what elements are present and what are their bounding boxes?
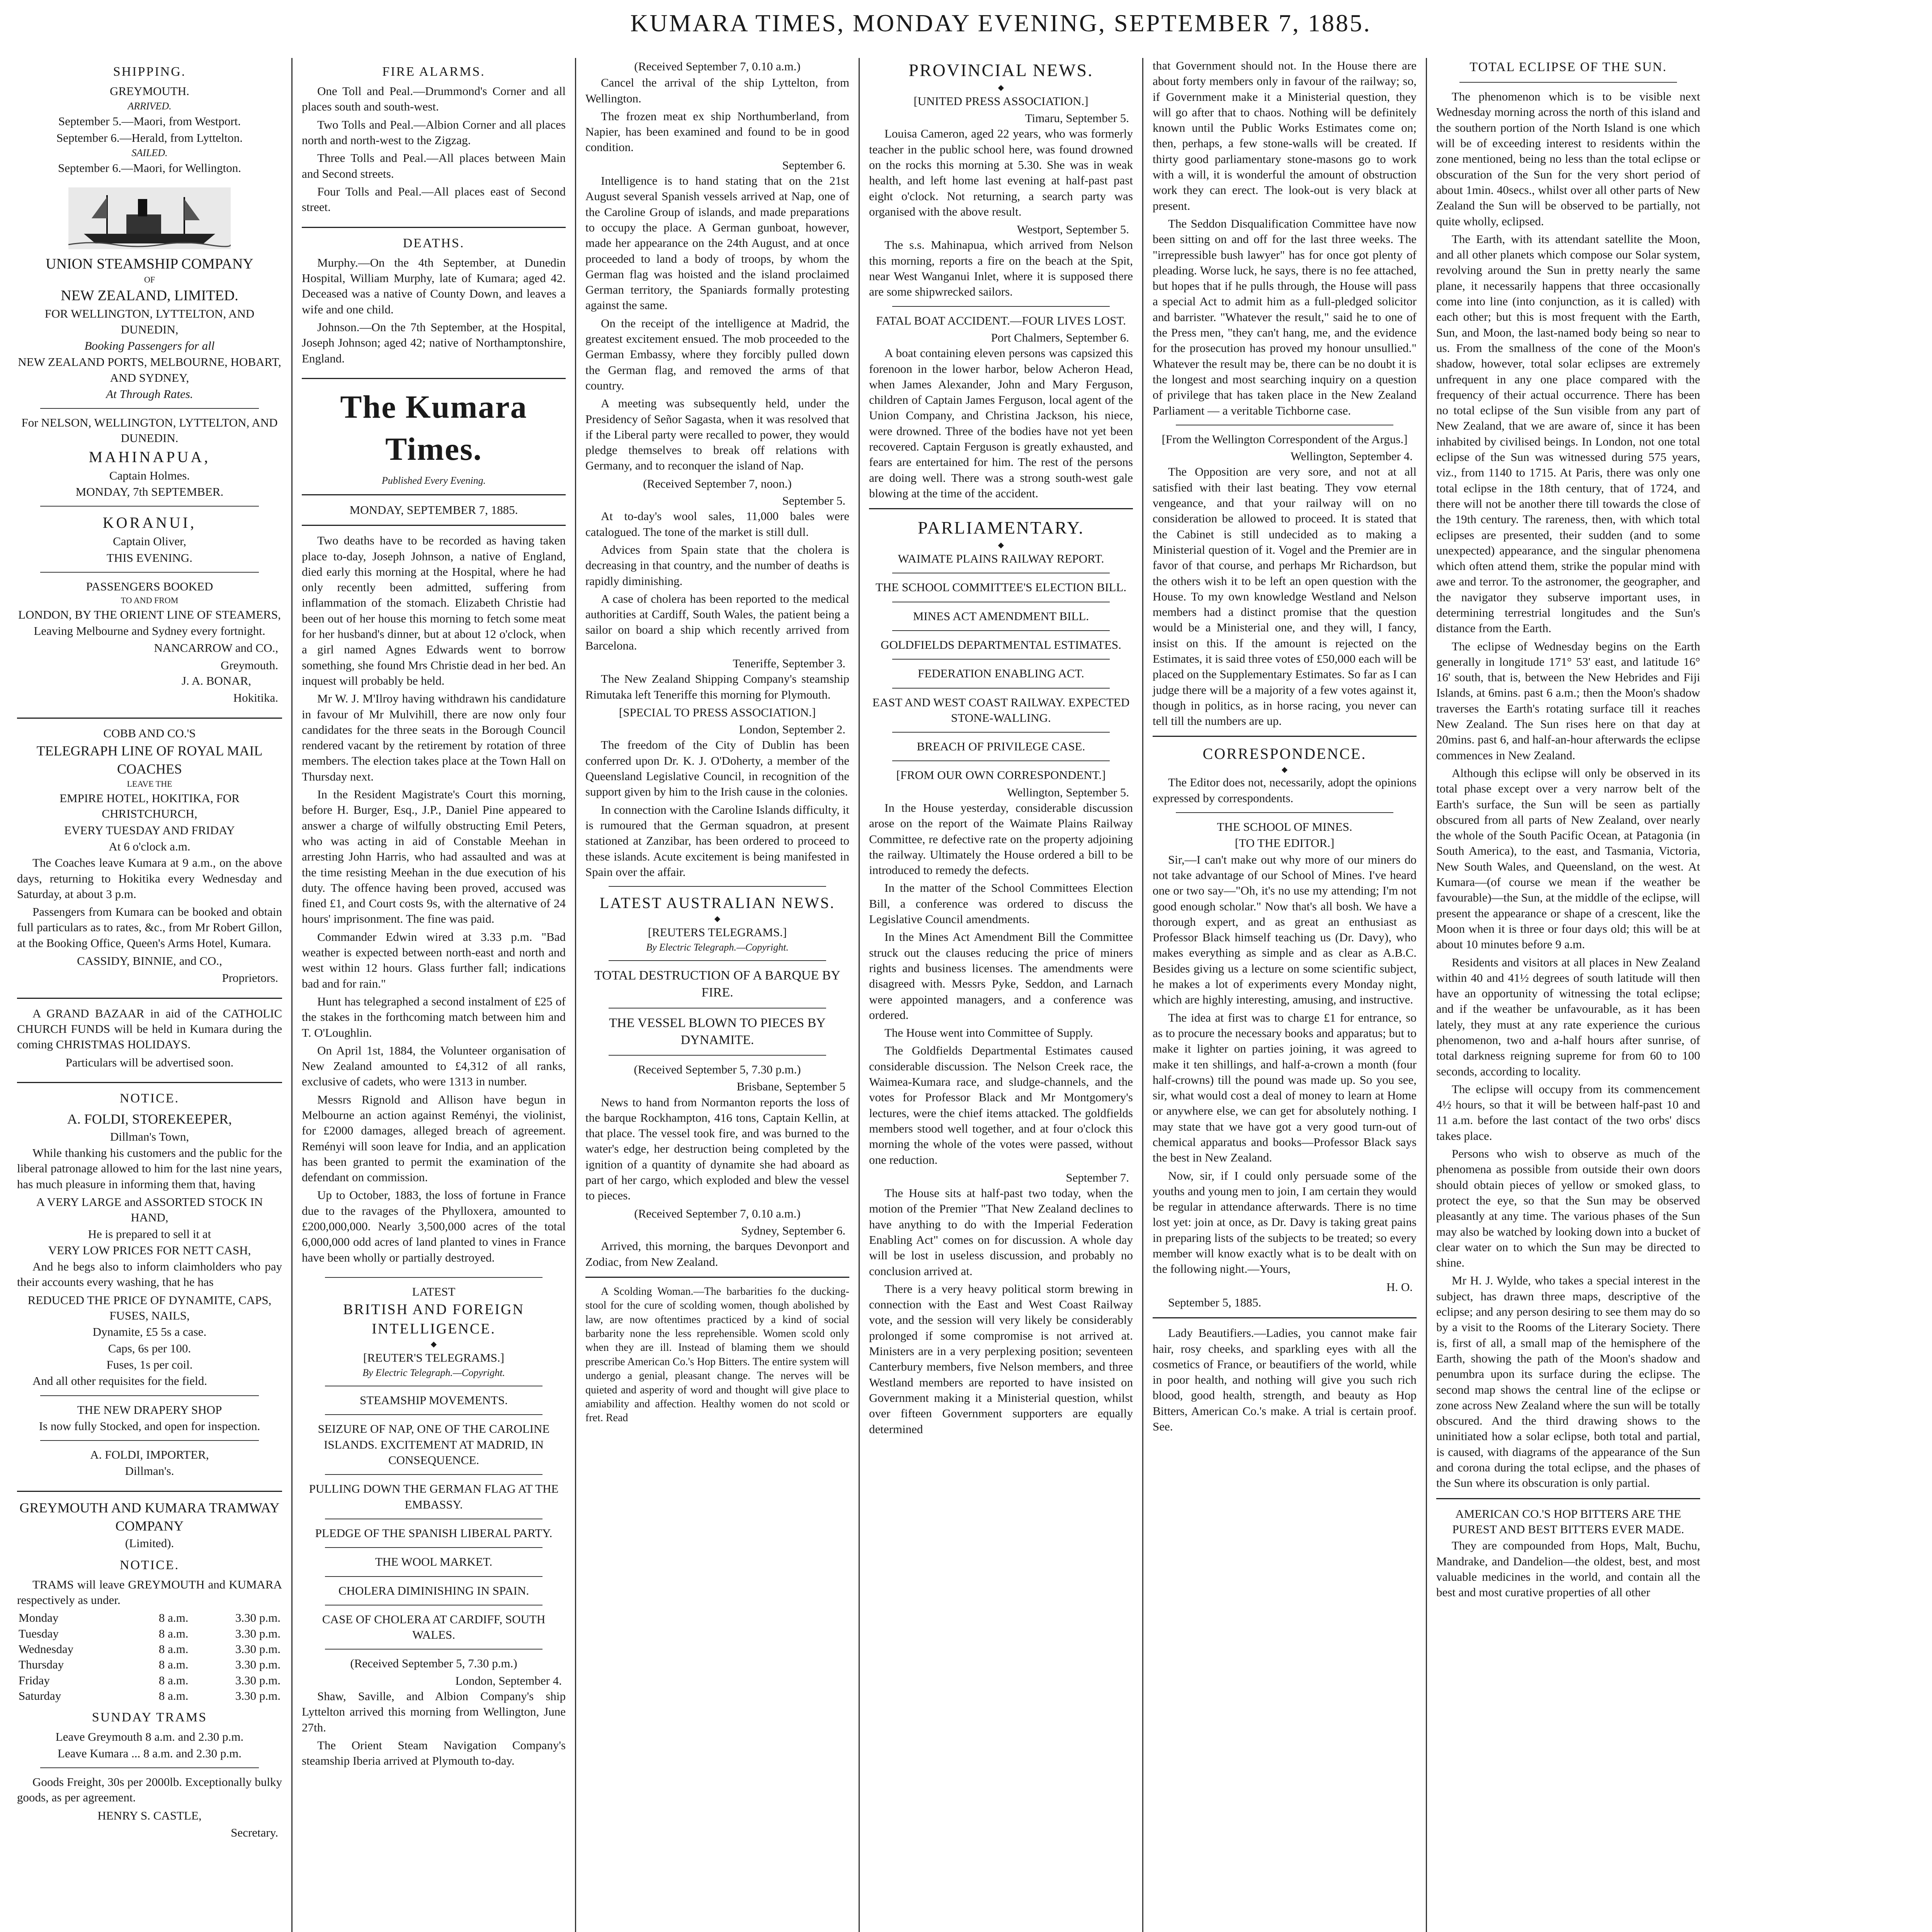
headline: STEAMSHIP MOVEMENTS. [360,1393,508,1407]
ad-line: UNION STEAMSHIP COMPANY [46,255,253,272]
shipping-title: SHIPPING. [113,65,186,79]
ad-text: And he begs also to inform claimholders who pay their accounts every washing, that he has [17,1260,282,1289]
ad-line: AMERICAN CO.'S HOP BITTERS ARE THE PUREST AND BEST BITTERS EVER MADE. [1452,1507,1684,1536]
notice-heading: NOTICE. [119,1091,180,1105]
paragraph: Mr H. J. Wylde, who takes a special interest in the subject, has drawn three maps, descriptive of the eclipse; and any person desiring to see them may do so by a visit to the Rooms of the Literary Society. There is, first of all, a small map of the hemisphere of the Earth, showing the path of the Moon's shadow and penumbra upon its surface during the eclipse. The second map shows the central line of the eclipse or zone across New Zealand where the sun will be totally obscured. And the third drawing shows to the uninitiated how a solar eclipse, both total and partial, is caused, with diagrams of the appearance of the Sun and corona during the total eclipse, and the phases of the Sun where its obscuration is only partial. [1436,1274,1700,1490]
ad-line: VERY LOW PRICES FOR NETT CASH, [48,1243,251,1257]
diamond-ornament: ◆ [998,83,1004,92]
ad-line: A. FOLDI, STOREKEEPER, [67,1111,232,1127]
dateline: Wellington, September 4. [1290,449,1413,463]
paragraph: Mr W. J. M'Ilroy having withdrawn his candidature in favour of Mr Mulvihill, there are now only four candidates for the three seats in the Borough Council rendered vacant by the retirement by rotation of three members. The election takes place at the Town Hall on Thursday next. [302,692,566,783]
section-heading: TOTAL ECLIPSE OF THE SUN. [1469,60,1667,74]
ad-signature: Dillman's. [125,1464,174,1478]
ad-line: Captain Oliver, [113,534,186,548]
paragraph: Murphy.—On the 4th September, at Dunedin Hospital, William Murphy, late of Kumara; aged 42. Deceased was a native of County Down, and leaves a wife and one child. [302,255,566,316]
source-line: [UNITED PRESS ASSOCIATION.] [913,94,1088,108]
ad-text: Goods Freight, 30s per 2000lb. Exceptionally bulky goods, as per agreement. [17,1775,282,1804]
section-heading: PROVINCIAL NEWS. [908,60,1094,80]
source-line: [SPECIAL TO PRESS ASSOCIATION.] [619,705,816,719]
paragraph: Messrs Rignold and Allison have begun in Melbourne an action against Reményi, the violinist, for £2000 damages, alleged breach of agreement. Reményi will soon leave for India, and an application has been granted to permit the examination of the defendant on commission. [302,1092,566,1184]
ad-line: MONDAY, 7th SEPTEMBER. [75,485,224,499]
timetable-cell: 8 a.m. [158,1658,189,1672]
ad-line: For NELSON, WELLINGTON, LYTTELTON, AND DUNEDIN. [21,416,278,445]
column-4 [859,58,1142,1932]
headline: FATAL BOAT ACCIDENT.—FOUR LIVES LOST. [876,313,1126,327]
received-line: (Received September 7, 0.10 a.m.) [634,60,801,73]
timetable-cell: 8 a.m. [158,1689,189,1702]
timetable-cell: Thursday [19,1658,64,1672]
headline: TOTAL DESTRUCTION OF A BARQUE BY FIRE. [594,968,840,1000]
paper-title: The Kumara Times. [340,389,527,468]
timetable-cell: 8 a.m. [158,1673,189,1687]
paragraph: Sir,—I can't make out why more of our miners do not take advantage of our School of Mines. I've heard one or two say—"Oh, it's no use my attending; I'm not good enough scholar." Now that's all bosh. We have a thorough expert, and as great an enthusiast as Professor Black himself teaching us (Dr. Davy), who makes everything as simple and as clear as A.B.C. Besides giving us a lecture on some scientific subject, he makes a lot of experiments every Monday night, which are highly interesting, amusing, and instructive. [1153,852,1417,1007]
headline: PLEDGE OF THE SPANISH LIBERAL PARTY. [315,1526,553,1540]
paragraph: News to hand from Normanton reports the loss of the barque Rockhampton, 416 tons, Captain Kellin, at that place. The vessel took fire, and was burned to the water's edge, her destruction being completed by the ignition of a quantity of dynamite she had aboard as part of her cargo, which exploded and blew the vessel to pieces. [585,1095,849,1202]
paragraph: Commander Edwin wired at 3.33 p.m. "Bad weather is expected between north-east and north and west within 12 hours. Glass further fall; indications bad and for rain." [302,930,566,990]
dateline: Timaru, September 5. [1025,111,1129,125]
issue-date: MONDAY, SEPTEMBER 7, 1885. [349,503,518,517]
timetable-cell: 8 a.m. [158,1626,189,1640]
ad-signature: CASSIDY, BINNIE, and CO., [77,954,222,968]
paragraph: The eclipse of Wednesday begins on the Earth generally in longitude 171° 53' east, and latitude 16° 16' south, that is, between the New Hebrides and Fiji Islands, at 6mins. past 6 a.m.; then the Moon's shadow traverses the Earth's rotating surface till it reaches New Zealand. The Sun rises here on that day at 20mins. past 6, and half-an-hour afterwards the eclipse commences in New Zealand. [1436,639,1700,762]
received-line: (Received September 5, 7.30 p.m.) [634,1062,801,1076]
paragraph: The Editor does not, necessarily, adopt the opinions expressed by correspondents. [1153,776,1417,805]
paragraph: Two deaths have to be recorded as having taken place to-day, Joseph Johnson, a native of England, died early this morning at the Hospital, where he had only recently been admitted, suffering from inflammation of the stomach. Elizabeth Christie had been out of her house this morning to fetch some meat for her husband's dinner, but at about 12 o'clock, when a girl named Agnes Edwards went to borrow something, she found Mrs Christie dead in her bed. An inquest will probably be held. [302,534,566,687]
timetable-row [17,1657,282,1672]
paragraph: There is a very heavy political storm brewing in connection with the East and West Coast Railway vote, and the session will very likely be considerably prolonged if some compromise is not arrived at. Ministers are in a very perplexing position; seventeen Canterbury members, five Nelson members, and three Westland members are reported to have insisted on Government making it a Ministerial question, whilst over fifteen Government supporters are equally determined [869,1282,1133,1436]
column-5 [1142,58,1426,1932]
cobb-coaches-ad [17,726,282,986]
dateline: Teneriffe, September 3. [733,656,845,670]
ad-text: Particulars will be advertised soon. [65,1055,234,1069]
tramway-ad [17,1499,282,1840]
paragraph: Residents and visitors at all places in New Zealand within 40 and 41½ degrees of south latitude will then have an opportunity of witnessing the total eclipse; and if the weather be unfavourable, as it has been lately, they must at any rate experience the curious phenomenon, two and a-half hours after sunrise, of total darkness reigning supreme for from 60 to 100 seconds, according to locality. [1436,955,1700,1078]
sailing-entry: September 6.—Maori, for Wellington. [58,161,241,175]
source-line: By Electric Telegraph.—Copyright. [646,942,789,953]
ad-line: At Through Rates. [106,387,193,401]
ad-line: (Limited). [125,1536,174,1550]
headline: BREACH OF PRIVILEGE CASE. [917,740,1085,753]
paragraph: The New Zealand Shipping Company's steamship Rimutaka left Teneriffe this morning for Plymouth. [585,672,849,701]
column-3 [575,58,859,1932]
ad-line: THIS EVENING. [106,551,193,565]
paragraph: One Toll and Peal.—Drummond's Corner and all places south and south-west. [302,84,566,114]
ad-text: TRAMS will leave GREYMOUTH and KUMARA respectively as under. [17,1577,282,1607]
timetable-cell: 8 a.m. [158,1642,189,1656]
ad-line: Fuses, 1s per coil. [106,1357,193,1371]
dateline: London, September 2. [739,723,845,736]
ad-line: Leaving Melbourne and Sydney every fortnight. [34,624,265,638]
paragraph: The Goldfields Departmental Estimates caused considerable discussion. The Nelson Creek race, the Waimea-Kumara race, and sludge-channels, and the votes for Professor Black and Mr Montgomery's lectures, were the chief items attacked. The goldfields members stood well together, and at four o'clock this morning the whole of the votes were passed, without one reduction. [869,1044,1133,1167]
ship-name: MAHINAPUA, [88,448,211,466]
ad-line: Leave Greymouth 8 a.m. and 2.30 p.m. [55,1730,244,1744]
ad-line: GREYMOUTH AND KUMARA TRAMWAY COMPANY [19,1500,280,1534]
timetable-cell: Wednesday [19,1642,74,1656]
headline: WAIMATE PLAINS RAILWAY REPORT. [898,552,1104,566]
timetable-row [17,1626,282,1641]
ad-line: He is prepared to sell it at [88,1227,211,1241]
greymouth-heading: GREYMOUTH. [110,84,189,98]
paragraph: Arrived, this morning, the barques Devonport and Zodiac, from New Zealand. [585,1239,849,1269]
paragraph: The freedom of the City of Dublin has been conferred upon Dr. K. J. O'Doherty, a member of the Queensland Legislative Council, in recognition of the support given by him to the Irish cause in the colonies. [585,738,849,799]
headline: PULLING DOWN THE GERMAN FLAG AT THE EMBASSY. [309,1482,559,1511]
timetable-row [17,1673,282,1688]
ad-text: Passengers from Kumara can be booked and obtain full particulars as to rates, &c., from Mr Robert Gillon, at the Booking Office, Queen's Arms Hotel, Kumara. [17,905,282,950]
diamond-ornament: ◆ [430,1340,437,1349]
ad-line: Booking Passengers for all [84,338,215,352]
paragraph: In the Resident Magistrate's Court this morning, before H. Burger, Esq., J.P., Daniel Pine appeared to answer a charge of wilfully obstructing Emil Peters, who was acting in aid of Constable Meehan in arresting John Harris, who had assaulted and was at the time resisting Meehan in the due execution of his duty. The offence having been proved, accused was fined £1, and Court costs 9s, with the alternative of 24 hours' imprisonment. The fine was paid. [302,787,566,926]
union-steamship-ad [17,255,282,706]
timetable-cell: Saturday [19,1689,61,1702]
dateline: Port Chalmers, September 6. [991,330,1129,344]
headline: EAST AND WEST COAST RAILWAY. EXPECTED STONE-WALLING. [872,695,1130,724]
received-line: (Received September 7, noon.) [643,476,792,490]
source-line: [FROM OUR OWN CORRESPONDENT.] [896,768,1106,782]
paragraph: The frozen meat ex ship Northumberland, from Napier, has been examined and found to be in good condition. [585,109,849,154]
paragraph: Shaw, Saville, and Albion Company's ship Lyttelton arrived this morning from Wellington, June 27th. [302,1689,566,1734]
ad-signature: Hokitika. [233,691,278,705]
paragraph: Intelligence is to hand stating that on the 21st August several Spanish vessels arrived at Nap, one of the Caroline Group of islands, and made preparations to occupy the place. A German gunboat, however, made her appearance on the 24th August, and at once proceeded to land a body of troops, by whom the German flag was hoisted and the island proclaimed German territory, the Spaniards formally protesting against the same. [585,174,849,312]
steamship-icon [68,187,231,249]
ad-line: LONDON, BY THE ORIENT LINE OF STEAMERS, [18,607,281,621]
section-heading: LATEST AUSTRALIAN NEWS. [599,894,835,912]
paragraph: Four Tolls and Peal.—All places east of Second street. [302,184,566,214]
paragraph: A Scolding Woman.—The barbarities fo the ducking-stool for the cure of scolding women, though abolished by law, are now oftentimes practiced by a kind of social barbarity none the less reprehensible. Women scold only when they are ill. Instead of blaming them we should prescribe American Co.'s Hop Bitters. The entire system will undergo a genial, pleasant change. The nerves will be quieted and asperity of word and thought will give place to amiability and affection. Healthy women do not scold or fret. Read [585,1285,849,1424]
ad-text: A GRAND BAZAAR in aid of the CATHOLIC CHURCH FUNDS will be held in Kumara during the coming CHRISTMAS HOLIDAYS. [17,1006,282,1051]
dateline: September 6. [782,158,845,172]
paragraph: A boat containing eleven persons was capsized this forenoon in the lower harbor, below Acheron Head, when James Alexander, John and Mary Ferguson, children of Captain James Ferguson, local agent of the Union Company, and Christina Jackson, his niece, were drowned. Three of the bodies have not yet been recovered. Captain Ferguson is greatly exhausted, and fears are entertained for him. The rest of the persons are doing well. There was a strong south-west gale blowing at the time of the accident. [869,346,1133,500]
received-line: (Received September 5, 7.30 p.m.) [350,1656,517,1670]
timetable-cell: 3.30 p.m. [235,1611,281,1625]
ad-line: NEW ZEALAND PORTS, MELBOURNE, HOBART, AND SYDNEY, [18,355,281,384]
paragraph: In the matter of the School Committees Election Bill, a conference was ordered to discuss the Legislative Council amendments. [869,881,1133,926]
paragraph: In the Mines Act Amendment Bill the Committee struck out the clauses reducing the price of miners rights and business licenses. The amendments were disagreed with. Messrs Pyke, Seddon, and Larnach were appointed managers, and a conference was ordered. [869,930,1133,1022]
ad-signature: Greymouth. [221,658,278,672]
section-heading: BRITISH AND FOREIGN INTELLIGENCE. [343,1301,524,1337]
source-line: [TO THE EDITOR.] [1235,836,1335,850]
shipping-section [17,63,282,176]
paragraph: The Orient Steam Navigation Company's steamship Iberia arrived at Plymouth to-day. [302,1738,566,1768]
paragraph: On April 1st, 1884, the Volunteer organisation of New Zealand amounted to £4,312 of all ranks, exclusive of cadets, who were 1313 in number. [302,1043,566,1088]
ad-signature: NANCARROW and CO., [154,641,278,655]
headline: GOLDFIELDS DEPARTMENTAL ESTIMATES. [881,638,1121,651]
timetable-row [17,1688,282,1704]
source-line: By Electric Telegraph.—Copyright. [362,1367,505,1379]
ad-line: Captain Holmes. [109,468,190,482]
ad-signature: Proprietors. [222,971,278,985]
section-heading: LATEST [412,1284,456,1298]
fire-alarms [302,63,566,215]
headline: SEIZURE OF NAP, ONE OF THE CAROLINE ISLANDS. EXCITEMENT AT MADRID, IN CONSEQUENCE. [318,1422,550,1467]
paragraph: The Earth, with its attendant satellite the Moon, and all other planets which compose our Solar system, revolving around the Sun in pretty nearly the same plane, it necessarily happens that three occasionally come into line (into conjunction, as it is called) with each other; but this is most frequent with the Earth, Sun, and Moon, the last-named body being so near to us. From the smallness of the cone of the Moon's shadow, however, total solar eclipses are extremely unfrequent in any one place compared with the frequency of their actual occurrence. There has been no total eclipse of the Sun visible from any part of New Zealand, that we are aware of, since it has been inhabited by civilised beings. In London, not one total eclipse of the Sun was witnessed during 575 years, viz., from 1140 to 1715. At Paris, there was only one total eclipse in the 18th century, that of 1724, and there will not be another there till towards the close of the 19th century. The rareness, then, with which total eclipses are presented, their sudden (and to some unexpected) appearance, and the singular phenomena which often attend them, strike the popular mind with awe and terror. To the astronomer, the geographer, and the navigator they subserve important uses, in determining terrestrial longitudes and the Sun's distance from the Earth. [1436,232,1700,635]
bazaar-notice [17,1006,282,1070]
paragraph: The eclipse will occupy from its commencement 4½ hours, so that it will be between half-past 10 and 11 a.m. before the last contact of the two orbs' discs takes place. [1436,1082,1700,1143]
ad-line: EVERY TUESDAY AND FRIDAY [64,823,235,837]
paragraph: Up to October, 1883, the loss of fortune in France due to the ravages of the Phylloxera, amounted to £200,000,000. Nearly 3,500,000 acres of the total 6,000,000 odd acres of land planted to vines in France have been wholly or partially destroyed. [302,1188,566,1264]
column-2 [291,58,575,1932]
arrival-entry: September 5.—Maori, from Westport. [58,114,241,128]
source-line: [REUTER'S TELEGRAMS.] [363,1351,504,1365]
paragraph: Three Tolls and Peal.—All places between Main and Second streets. [302,151,566,180]
ship-name: KORANUI, [102,514,197,532]
timetable-row [17,1610,282,1626]
ad-signature: HENRY S. CASTLE, [97,1808,202,1822]
section-heading: CORRESPONDENCE. [1202,745,1367,763]
ad-line: REDUCED THE PRICE OF DYNAMITE, CAPS, FUSES, NAILS, [27,1293,272,1323]
paragraph: The Seddon Disqualification Committee have now been sitting on and off for the last three weeks. The "irrepressible bush lawyer" has for once got plenty of pleading. Worse luck, he says, there is no fee attached, but hopes that if he pulls through, the House will pass a special Act to admit him as a full-pledged solicitor and barrister. "Whatever the result," said he to one of the Press men, "they can't hang, me, and the evidence for the prosecution has proved my honour unsullied." Whatever the result may be, there can be no doubt it is the longest and most searching inquiry on a question of privilege that has taken place in the New Zealand Parliament — a veritable Tichborne case. [1153,216,1417,417]
dateline: September 7. [1066,1170,1129,1184]
ad-signature: J. A. BONAR, [181,673,251,687]
timetable-cell: 3.30 p.m. [235,1658,281,1672]
deaths [302,235,566,366]
ad-line: Dillman's Town, [110,1129,189,1143]
paragraph: Hunt has telegraphed a second instalment of £25 of the stakes in the forthcoming match between him and T. O'Loughlin. [302,994,566,1039]
headline: THE SCHOOL COMMITTEE'S ELECTION BILL. [875,580,1127,594]
column-1 [8,58,291,1932]
foldi-ad [17,1090,282,1479]
timetable-cell: 3.30 p.m. [235,1626,281,1640]
headline: CHOLERA DIMINISHING IN SPAIN. [338,1583,529,1597]
ad-line: COBB AND CO.'S [103,726,196,740]
ad-line: PASSENGERS BOOKED [86,579,213,593]
dateline: London, September 4. [455,1673,562,1687]
letter-date: September 5, 1885. [1168,1295,1262,1309]
headline: THE WOOL MARKET. [375,1555,493,1569]
paragraph: Advices from Spain state that the cholera is decreasing in that country, and the number of deaths is rapidly diminishing. [585,543,849,588]
dateline: September 5. [782,494,845,508]
paragraph: The Opposition are very sore, and not at all satisfied with their last beating. They vow eternal vengeance, and that your railway will on no consideration be allowed to proceed. It is stated that the Cabinet is still undecided as to making a Ministerial question of it. Vogel and the Premier are in favor of that course, and perhaps Mr Richardson, but the others wish it to be left an open question with the House. To my own knowledge Westland and Nelson members had a distinct promise that the question would be a Ministerial one, and they will, I fancy, insist on this. If the amount is rejected on the Estimates, it is said three votes of £50,000 each will be placed on the Supplementary Estimates. So far as I can judge there will be a majority of a few votes against it, though in politics, as in horse racing, you never can tell till the numbers are up. [1153,465,1417,728]
paragraph: that Government should not. In the House there are about forty members only in favour of the railway; so, if Government make it a Ministerial question, they will go after that to chaos. Nothing will be definitely known until the Public Works Estimates come on; then, perhaps, a few stone-walls will be created. If thirty good parliamentary stone-masons go to work with a will, it is wonderful the amount of obstruction work they can erect. The look-out is very black at present. [1153,59,1417,213]
tram-timetable [17,1610,282,1704]
source-line: [REUTERS TELEGRAMS.] [648,925,787,939]
ad-line: At 6 o'clock a.m. [109,839,190,853]
paragraph: The phenomenon which is to be visible next Wednesday morning across the north of this island and the southern portion of the North Island is one which will be of exceeding interest to residents within the zone mentioned, being no less than the total eclipse or obscuration of the Sun for the very short period of about 1min. 40secs., whilst over all other parts of New Zealand the Sun will be observed to be partially, not quite wholly, eclipsed. [1436,90,1700,228]
headline: THE VESSEL BLOWN TO PIECES BY DYNAMITE. [609,1015,826,1047]
paragraph: The House went into Committee of Supply. [884,1026,1093,1040]
headline: CASE OF CHOLERA AT CARDIFF, SOUTH WALES. [322,1612,546,1642]
headline: FEDERATION ENABLING ACT. [918,667,1084,680]
ad-text: They are compounded from Hops, Malt, Buchu, Mandrake, and Dandelion—the oldest, best, and most valuable medicines in the world, and contain all the best and most curative properties of all other [1436,1539,1700,1599]
timetable-cell: Monday [19,1611,59,1625]
diamond-ornament: ◆ [998,541,1004,550]
ad-text: And all other requisites for the field. [32,1374,207,1388]
newspaper-columns [8,58,1932,1932]
ad-text: While thanking his customers and the public for the liberal patronage allowed to him for the last nine years, has much pleasure in informing them that, having [17,1146,282,1191]
paragraph: Cancel the arrival of the ship Lyttelton, from Wellington. [585,76,849,105]
published-line: Published Every Evening. [381,475,486,486]
paragraph: A case of cholera has been reported to the medical authorities at Cardiff, South Wales, the patient being a sailor on board a ship which recently arrived from Barcelona. [585,592,849,652]
sunday-heading: SUNDAY TRAMS [92,1710,207,1725]
section-heading: PARLIAMENTARY. [918,518,1084,538]
timetable-cell: 8 a.m. [158,1611,189,1625]
ad-line: Caps, 6s per 100. [108,1341,191,1355]
paragraph: Although this eclipse will only be observed in its total phase except over a very narrow belt of the Earth's surface, the Sun will be seen as partially obscured from all parts of New Zealand, over nearly the whole of the South Pacific Ocean, at Patagonia (in South America), to the east, and Tasmania, Victoria, New South Wales, and Queensland, on the west. At Kumara—(of course we mean if the weather be favourable)—the Sun, at the middle of the eclipse, will present the appearance or shape of a crescent, like the Moon when it is three or four days old; this will be at about 10 minutes before 9 a.m. [1436,766,1700,951]
diamond-ornament: ◆ [1281,765,1288,774]
ad-signature: A. FOLDI, IMPORTER, [90,1448,209,1462]
ad-line: NEW ZEALAND, LIMITED. [61,287,238,304]
paragraph: The idea at first was to charge £1 for entrance, so as to procure the necessary books and apparatus; but to make it lighter on parties joining, it was agreed to make it ten shillings, and half-a-crown a month (four half-crowns) till the pound was made up. So you see, sir, what would cost a deal of money to learn at Home or anywhere else, we can get for absolutely nothing. I may state that we have got a very good turn-out of chemical apparatus and books—Professor Black says the best in New Zealand. [1153,1010,1417,1165]
diamond-ornament: ◆ [714,915,721,923]
ad-line: FOR WELLINGTON, LYTTELTON, AND DUNEDIN, [44,307,255,336]
paragraph: Louisa Cameron, aged 22 years, who was formerly teacher in the public school here, was found drowned on the rocks this morning at 5.30. She was in weak health, and left home last evening at half-past past eight o'clock. Not returning, a search party was organised with the above result. [869,127,1133,218]
headline: THE SCHOOL OF MINES. [1217,820,1352,834]
paragraph: The s.s. Mahinapua, which arrived from Nelson this morning, reports a fire on the beach at the Spit, near West Wanganui Inlet, where it is supposed there are some shipwrecked sailors. [869,238,1133,299]
ad-signature: Secretary. [231,1825,278,1839]
ad-line: Dynamite, £5 5s a case. [92,1325,207,1339]
timetable-row [17,1641,282,1657]
paragraph: Johnson.—On the 7th September, at the Hospital, Joseph Johnson; aged 42; native of Northamptonshire, England. [302,320,566,365]
arrival-entry: September 6.—Herald, from Lyttelton. [56,131,243,145]
arrived-label: ARRIVED. [128,100,172,112]
timetable-cell: Tuesday [19,1626,59,1640]
paragraph: Persons who wish to observe as much of the phenomena as possible from outside their own doors should obtain pieces of yellow or smoked glass, to protect the eye, so that the Sun may be observed pleasantly at any time. The various phases of the Sun may also be watched by looking down into a bucket of clear water on to which the Sun may be directed to shine. [1436,1147,1700,1270]
ad-text: The Coaches leave Kumara at 9 a.m., on the above days, returning to Hokitika every Wednesday and Saturday, at about 3 p.m. [17,856,282,901]
ad-line: Leave Kumara ... 8 a.m. and 2.30 p.m. [57,1746,242,1760]
paragraph: In connection with the Caroline Islands difficulty, it is rumoured that the German squadron, at present stationed at Zanzibar, has been ordered to proceed to these islands. Acute excitement is being manifested in Spain over the affair. [585,803,849,879]
paragraph: A meeting was subsequently held, under the Presidency of Señor Sagasta, when it was resolved that if the Liberal party were recalled to power, they would pledge themselves to break off relations with Germany, and to reconquer the island of Nap. [585,396,849,473]
paragraph: Two Tolls and Peal.—Albion Corner and all places north and north-west to the Zigzag. [302,117,566,147]
timetable-cell: 3.30 p.m. [235,1689,281,1702]
ad-line: TO AND FROM [121,595,179,605]
timetable-cell: 3.30 p.m. [235,1673,281,1687]
paragraph: At to-day's wool sales, 11,000 bales were catalogued. The tone of the market is still dull. [585,509,849,539]
ad-line: A VERY LARGE and ASSORTED STOCK IN HAND, [36,1195,263,1225]
dateline: Westport, September 5. [1017,223,1129,236]
paragraph: Lady Beautifiers.—Ladies, you cannot make fair hair, rosy cheeks, and sparkling eyes with all the cosmetics of France, or beautifiers of the world, while in poor health, and nothing will give you such rich blood, good health, strength, and beauty as Hop Bitters, American Co.'s make. A trial is certain proof. See. [1153,1326,1417,1434]
ad-line: THE NEW DRAPERY SHOP [77,1403,222,1417]
ad-line: Is now fully Stocked, and open for inspection. [39,1419,260,1433]
timetable-cell: Friday [19,1673,50,1687]
dateline: Sydney, September 6. [741,1223,845,1237]
ad-line: EMPIRE HOTEL, HOKITIKA, FOR CHRISTCHURCH, [60,791,240,821]
ad-line: OF [144,275,155,285]
paragraph: The House sits at half-past two today, when the motion of the Premier "That New Zealand declines to have anything to do with the Imperial Federation Enabling Act" comes on for discussion. A whole day will be lost in useless discussion, and probably no conclusion arrived at. [869,1186,1133,1278]
dateline: Wellington, September 5. [1007,785,1129,799]
letter-signature: H. O. [1386,1280,1413,1294]
source-line: [From the Wellington Correspondent of the Argus.] [1162,432,1408,446]
paragraph: In the House yesterday, considerable discussion arose on the report of the Waimate Plains Railway Committee, re defective rate on the property adjoining the railway. Ultimately the House ordered a bill to be introduced to remedy the defects. [869,801,1133,877]
ad-line: LEAVE THE [127,779,172,789]
column-6 [1426,58,1709,1932]
paragraph: On the receipt of the intelligence at Madrid, the greatest excitement ensued. The mob proceeded to the German Embassy, where they forcibly pulled down the German flag, and removed the arms of that country. [585,316,849,392]
notice-heading: NOTICE. [119,1558,180,1572]
headline: MINES ACT AMENDMENT BILL. [913,609,1089,623]
section-heading: FIRE ALARMS. [382,65,485,79]
received-line: (Received September 7, 0.10 a.m.) [634,1206,801,1220]
ad-line: TELEGRAPH LINE OF ROYAL MAIL COACHES [36,743,263,777]
paragraph: Now, sir, if I could only persuade some of the youths and young men to join, I am certain they would be regular in attendance afterwards. There is no time lost yet: join at once, as Dr. Davy is taking great pains in preparing lists of the subjects to be treated; so every member will know exactly what is to be dealt with on the following night.—Yours, [1153,1168,1417,1276]
dateline: Brisbane, September 5 [736,1080,845,1094]
editorial [302,533,566,1265]
section-heading: DEATHS. [403,236,465,250]
timetable-cell: 3.30 p.m. [235,1642,281,1656]
sailed-label: SAILED. [131,147,168,158]
masthead: KUMARA TIMES, MONDAY EVENING, SEPTEMBER 7, 1885. [630,9,1371,37]
